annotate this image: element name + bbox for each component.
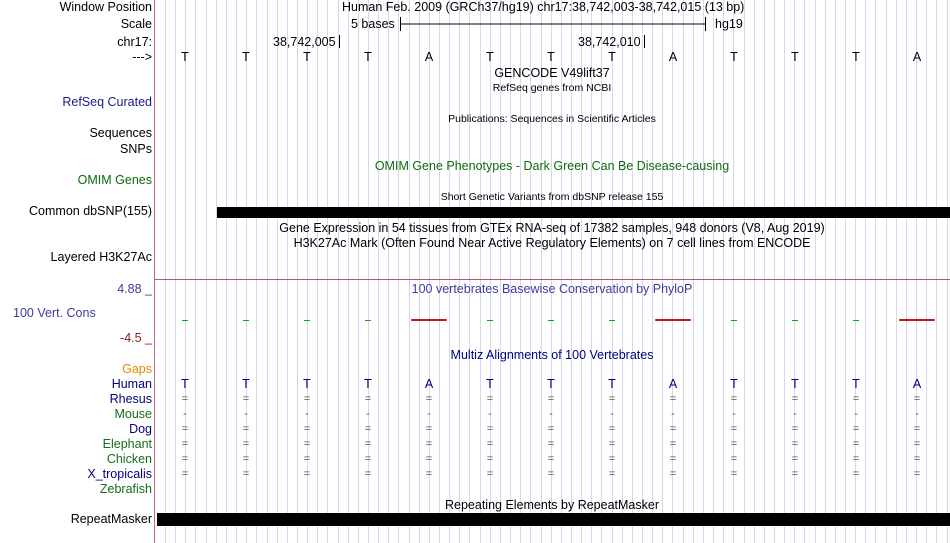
alignment-char: = — [669, 453, 677, 465]
alignment-char: = — [547, 393, 555, 405]
strand-direction-label: ---> — [132, 50, 152, 64]
alignment-char: T — [852, 377, 860, 391]
coordinate-tick-2: 38,742,010 — [578, 35, 641, 49]
alignment-char: = — [303, 453, 311, 465]
conservation-positive-mark — [365, 320, 371, 321]
alignment-char: = — [730, 468, 738, 480]
alignment-char: T — [730, 377, 738, 391]
base-letter: T — [303, 50, 311, 64]
alignment-char: = — [425, 423, 433, 435]
base-letter: T — [547, 50, 555, 64]
phylop-top-line — [155, 279, 950, 280]
grid-line — [287, 0, 288, 543]
layered-h3k27ac-label[interactable]: Layered H3K27Ac — [50, 250, 152, 264]
grid-line — [338, 0, 339, 543]
alignment-char: - — [488, 408, 492, 420]
alignment-char: - — [366, 408, 370, 420]
alignment-char: = — [242, 423, 250, 435]
grid-line — [896, 0, 897, 543]
alignment-char: T — [303, 377, 311, 391]
species-label-human[interactable]: Human — [111, 377, 152, 391]
grid-line — [277, 0, 278, 543]
alignment-char: = — [608, 468, 616, 480]
alignment-char: = — [242, 393, 250, 405]
grid-line — [622, 0, 623, 543]
coordinate-tick-mark-1 — [339, 35, 340, 48]
coordinate-tick-1: 38,742,005 — [273, 35, 336, 49]
grid-line — [409, 0, 410, 543]
alignment-char: = — [303, 438, 311, 450]
alignment-char: = — [791, 468, 799, 480]
alignment-char: = — [913, 438, 921, 450]
grid-line — [683, 0, 684, 543]
grid-line — [652, 0, 653, 543]
alignment-char: = — [425, 468, 433, 480]
common-dbsnp-label[interactable]: Common dbSNP(155) — [29, 204, 152, 218]
publications-track-title[interactable]: Publications: Sequences in Scientific Articles — [448, 113, 656, 125]
alignment-char: = — [486, 423, 494, 435]
alignment-char: - — [915, 408, 919, 420]
grid-line — [774, 0, 775, 543]
alignment-char: - — [183, 408, 187, 420]
vert-cons-label[interactable]: 100 Vert. Cons — [13, 306, 96, 320]
grid-line — [165, 0, 166, 543]
alignment-char: = — [486, 453, 494, 465]
grid-line — [348, 0, 349, 543]
grid-line — [713, 0, 714, 543]
alignment-char: = — [425, 393, 433, 405]
alignment-char: = — [364, 438, 372, 450]
omim-genes-label[interactable]: OMIM Genes — [77, 173, 152, 187]
grid-line — [398, 0, 399, 543]
alignment-char: = — [730, 423, 738, 435]
alignment-char: = — [913, 468, 921, 480]
grid-line — [256, 0, 257, 543]
alignment-char: - — [244, 408, 248, 420]
grid-line — [327, 0, 328, 543]
alignment-char: = — [669, 393, 677, 405]
species-label-chicken[interactable]: Chicken — [106, 452, 152, 466]
grid-line — [449, 0, 450, 543]
grid-line — [459, 0, 460, 543]
window-position-label: Window Position — [59, 0, 152, 14]
alignment-char: = — [852, 393, 860, 405]
alignment-char: = — [486, 468, 494, 480]
base-letter: T — [791, 50, 799, 64]
alignment-char: = — [669, 438, 677, 450]
chromosome-label: chr17: — [117, 35, 152, 49]
alignment-char: T — [791, 377, 799, 391]
grid-line — [754, 0, 755, 543]
alignment-char: = — [608, 393, 616, 405]
alignment-char: = — [730, 393, 738, 405]
base-letter: A — [424, 50, 434, 64]
alignment-char: - — [671, 408, 675, 420]
phylop-max-label: 4.88 _ — [117, 282, 152, 296]
refseq-track-title[interactable]: RefSeq genes from NCBI — [492, 82, 612, 94]
alignment-char: = — [791, 438, 799, 450]
dbsnp-track-title[interactable]: Short Genetic Variants from dbSNP release 155 — [440, 191, 664, 203]
alignment-char: = — [669, 423, 677, 435]
alignment-char: = — [913, 423, 921, 435]
conservation-negative-mark — [655, 319, 691, 321]
alignment-char: = — [364, 468, 372, 480]
conservation-negative-mark — [411, 319, 447, 321]
alignment-char: = — [303, 423, 311, 435]
alignment-char: = — [791, 423, 799, 435]
base-letter: T — [608, 50, 616, 64]
refseq-curated-label[interactable]: RefSeq Curated — [62, 95, 152, 109]
conservation-positive-mark — [548, 320, 554, 321]
grid-line — [216, 0, 217, 543]
alignment-char: = — [791, 453, 799, 465]
alignment-char: = — [791, 393, 799, 405]
alignment-char: - — [610, 408, 614, 420]
alignment-char: = — [913, 453, 921, 465]
alignment-char: = — [547, 423, 555, 435]
alignment-char: T — [242, 377, 250, 391]
conservation-negative-mark — [899, 319, 935, 321]
alignment-char: = — [547, 453, 555, 465]
base-letter: T — [181, 50, 189, 64]
base-letter: A — [668, 50, 678, 64]
alignment-char: = — [181, 468, 189, 480]
gaps-label[interactable]: Gaps — [122, 362, 152, 376]
alignment-char: = — [242, 453, 250, 465]
alignment-char: - — [427, 408, 431, 420]
window-position-text: Human Feb. 2009 (GRCh37/hg19) chr17:38,742,003-38,742,015 (13 bp) — [342, 0, 745, 14]
alignment-char: T — [181, 377, 189, 391]
h3k27ac-track-title[interactable]: H3K27Ac Mark (Often Found Near Active Regulatory Elements) on 7 cell lines from ENCODE — [293, 236, 811, 250]
conservation-positive-mark — [853, 320, 859, 321]
alignment-char: = — [181, 453, 189, 465]
conservation-positive-mark — [792, 320, 798, 321]
grid-line — [388, 0, 389, 543]
alignment-char: = — [364, 453, 372, 465]
alignment-char: = — [852, 438, 860, 450]
alignment-char: A — [424, 377, 434, 391]
grid-line — [206, 0, 207, 543]
dbsnp-variant-bar[interactable] — [217, 207, 950, 218]
grid-line — [469, 0, 470, 543]
base-letter: T — [486, 50, 494, 64]
grid-line — [226, 0, 227, 543]
conservation-positive-mark — [243, 320, 249, 321]
repeatmasker-element-bar[interactable] — [157, 513, 950, 526]
grid-line — [703, 0, 704, 543]
grid-line — [378, 0, 379, 543]
alignment-char: = — [303, 468, 311, 480]
alignment-char: = — [364, 423, 372, 435]
species-label-dog[interactable]: Dog — [129, 422, 152, 436]
conservation-positive-mark — [487, 320, 493, 321]
base-letter: A — [912, 50, 922, 64]
species-label-rhesus[interactable]: Rhesus — [109, 392, 152, 406]
phylop-track-title[interactable]: 100 vertebrates Basewise Conservation by PhyloP — [411, 282, 693, 296]
grid-line — [642, 0, 643, 543]
alignment-char: T — [608, 377, 616, 391]
alignment-char: - — [793, 408, 797, 420]
alignment-char: = — [852, 468, 860, 480]
alignment-char: T — [364, 377, 372, 391]
alignment-char: - — [305, 408, 309, 420]
grid-line — [835, 0, 836, 543]
alignment-char: T — [547, 377, 555, 391]
snps-label[interactable]: SNPs — [120, 142, 152, 156]
alignment-char: = — [303, 393, 311, 405]
base-letter: T — [730, 50, 738, 64]
scale-text: 5 bases — [351, 17, 395, 31]
alignment-char: = — [486, 438, 494, 450]
alignment-char: = — [181, 423, 189, 435]
alignment-char: = — [181, 438, 189, 450]
alignment-char: = — [608, 453, 616, 465]
species-label-x_tropicalis[interactable]: X_tropicalis — [87, 467, 152, 481]
alignment-char: = — [425, 438, 433, 450]
scale-label: Scale — [120, 17, 152, 31]
conservation-positive-mark — [304, 320, 310, 321]
alignment-char: = — [242, 468, 250, 480]
alignment-char: = — [730, 453, 738, 465]
alignment-char: = — [425, 453, 433, 465]
alignment-char: = — [608, 438, 616, 450]
coordinate-tick-mark-2 — [644, 35, 645, 48]
grid-line — [744, 0, 745, 543]
base-letter: T — [242, 50, 250, 64]
grid-line — [267, 0, 268, 543]
grid-line — [632, 0, 633, 543]
alignment-char: = — [242, 438, 250, 450]
alignment-char: = — [547, 468, 555, 480]
alignment-char: = — [913, 393, 921, 405]
grid-line — [947, 0, 948, 543]
alignment-char: = — [181, 393, 189, 405]
gtex-track-title[interactable]: Gene Expression in 54 tissues from GTEx RNA-seq of 17382 samples, 948 donors (V8, Aug 2019) — [279, 221, 825, 235]
grid-line — [317, 0, 318, 543]
assembly-label: hg19 — [715, 17, 743, 31]
alignment-char: = — [364, 393, 372, 405]
alignment-char: - — [854, 408, 858, 420]
alignment-char: = — [608, 423, 616, 435]
species-label-zebrafish[interactable]: Zebrafish — [99, 482, 152, 496]
phylop-min-label: -4.5 _ — [120, 331, 152, 345]
omim-track-title[interactable]: OMIM Gene Phenotypes - Dark Green Can Be Disease-causing — [374, 159, 730, 173]
alignment-char: - — [549, 408, 553, 420]
base-letter: T — [852, 50, 860, 64]
species-label-elephant[interactable]: Elephant — [102, 437, 152, 451]
alignment-char: = — [486, 393, 494, 405]
alignment-char: = — [730, 438, 738, 450]
base-letter: T — [364, 50, 372, 64]
alignment-char: = — [852, 453, 860, 465]
grid-line — [693, 0, 694, 543]
alignment-char: A — [668, 377, 678, 391]
repeatmasker-label[interactable]: RepeatMasker — [70, 512, 152, 526]
alignment-char: T — [486, 377, 494, 391]
repeatmasker-track-title[interactable]: Repeating Elements by RepeatMasker — [444, 498, 660, 512]
species-label-mouse[interactable]: Mouse — [114, 407, 152, 421]
alignment-char: = — [852, 423, 860, 435]
sequences-label[interactable]: Sequences — [89, 126, 152, 140]
gencode-track-title[interactable]: GENCODE V49lift37 — [494, 66, 610, 80]
grid-line — [936, 0, 937, 543]
grid-line — [886, 0, 887, 543]
scale-bar — [398, 16, 710, 32]
alignment-char: = — [547, 438, 555, 450]
multiz-track-title[interactable]: Multiz Alignments of 100 Vertebrates — [450, 348, 654, 362]
alignment-char: = — [669, 468, 677, 480]
alignment-char: - — [732, 408, 736, 420]
conservation-positive-mark — [182, 320, 188, 321]
conservation-positive-mark — [731, 320, 737, 321]
grid-line — [875, 0, 876, 543]
grid-line — [764, 0, 765, 543]
alignment-char: A — [912, 377, 922, 391]
grid-line — [439, 0, 440, 543]
grid-line — [815, 0, 816, 543]
grid-line — [825, 0, 826, 543]
conservation-positive-mark — [609, 320, 615, 321]
grid-line — [195, 0, 196, 543]
left-panel-divider — [154, 0, 155, 543]
